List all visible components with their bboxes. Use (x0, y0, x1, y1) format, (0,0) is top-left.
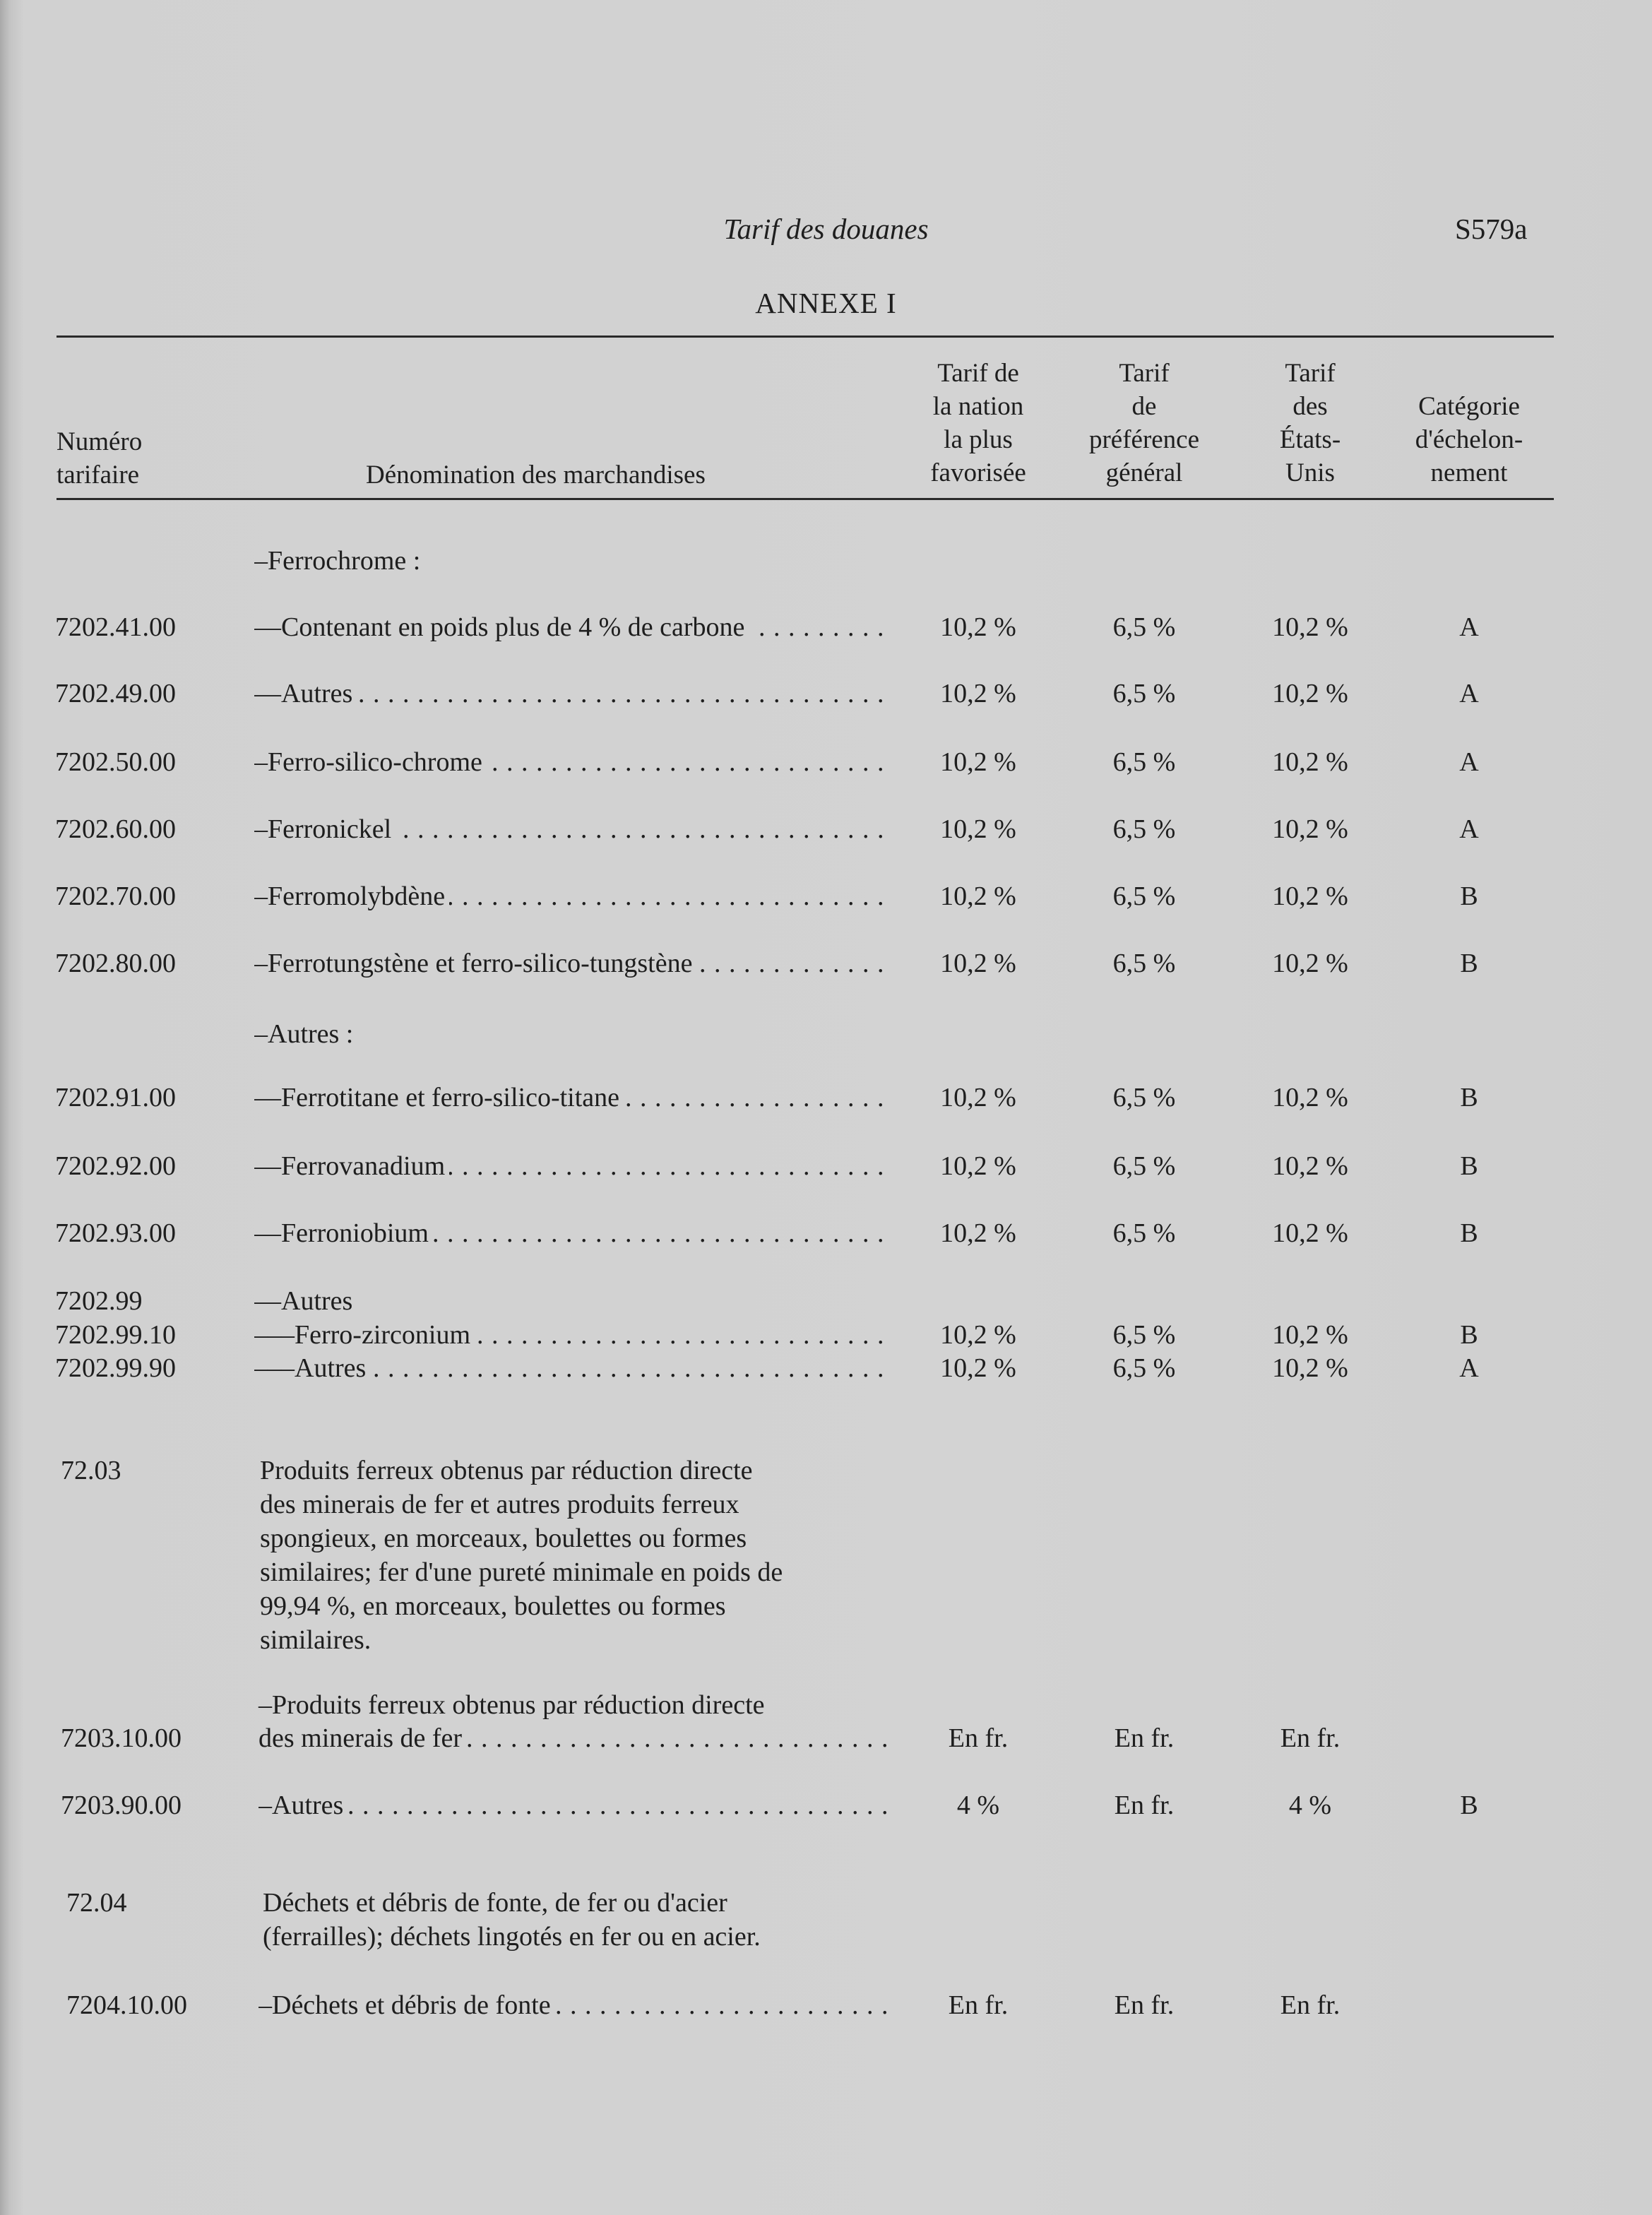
tariff-number: 7204.10.00 (66, 1990, 187, 2020)
goods-description (254, 610, 890, 644)
col-header-us: Tarif des États- Unis (1279, 359, 1341, 487)
staging-category: B (1460, 1218, 1478, 1248)
goods-description (254, 946, 890, 980)
tariff-number: 7202.80.00 (55, 949, 176, 978)
mfn-rate: 10,2 % (940, 814, 1016, 844)
gpt-rate: 6,5 % (1112, 1320, 1176, 1350)
staging-category: B (1460, 1320, 1478, 1350)
gpt-rate: 6,5 % (1112, 747, 1176, 777)
header-rule (57, 498, 1554, 500)
heading-text-7204: Déchets et débris de fonte, de fer ou d'acier (ferrailles); déchets lingotés en fer ou en acier. (263, 1888, 761, 1952)
mfn-rate: 10,2 % (940, 881, 1016, 911)
goods-description (254, 879, 890, 913)
mfn-rate: 10,2 % (940, 1151, 1016, 1181)
row-7203-10-desc-line1: –Produits ferreux obtenus par réduction directe (259, 1690, 765, 1720)
us-rate: 10,2 % (1272, 1083, 1348, 1112)
us-rate: 4 % (1288, 1791, 1332, 1820)
goods-description (254, 1017, 890, 1051)
goods-description (259, 1788, 894, 1822)
us-rate: 10,2 % (1272, 881, 1348, 911)
staging-category: A (1459, 679, 1479, 708)
staging-category: B (1460, 949, 1478, 978)
us-rate: 10,2 % (1272, 679, 1348, 708)
staging-category: A (1459, 814, 1479, 844)
goods-description-text: –––Autres (254, 1353, 370, 1383)
tariff-number: 7202.99 (55, 1286, 143, 1316)
gpt-rate: 6,5 % (1112, 1083, 1176, 1112)
col-header-number: Numéro tarifaire (57, 427, 143, 489)
goods-description-text: –Ferro-silico-chrome (254, 747, 487, 777)
goods-description-text: —Ferrotitane et ferro-silico-titane (254, 1083, 624, 1112)
staging-category: A (1459, 747, 1479, 777)
gpt-rate: 6,5 % (1112, 1218, 1176, 1248)
mfn-rate: 10,2 % (940, 1218, 1016, 1248)
mfn-rate: 10,2 % (940, 747, 1016, 777)
mfn-rate: 10,2 % (940, 679, 1016, 708)
goods-description-text: –––Ferro-zirconium (254, 1320, 475, 1350)
goods-description (254, 745, 890, 779)
goods-description (254, 1318, 890, 1352)
tariff-number: 7202.99.10 (55, 1320, 176, 1350)
staging-category: B (1460, 881, 1478, 911)
goods-description-text: des minerais de fer (259, 1723, 466, 1753)
gpt-rate: 6,5 % (1112, 679, 1176, 708)
goods-description (259, 1721, 894, 1755)
us-rate: En fr. (1280, 1723, 1341, 1753)
gpt-rate: 6,5 % (1112, 1353, 1176, 1383)
tariff-number: 7202.70.00 (55, 881, 176, 911)
gpt-rate: 6,5 % (1112, 612, 1176, 642)
mfn-rate: 10,2 % (940, 612, 1016, 642)
gpt-rate: 6,5 % (1112, 1151, 1176, 1181)
goods-description (254, 1351, 890, 1385)
goods-description (254, 544, 890, 578)
goods-description-text: –Ferrotungstène et ferro-silico-tungstène (254, 949, 696, 978)
goods-description (259, 1988, 894, 2022)
goods-description-text: –Autres (259, 1791, 347, 1820)
us-rate: 10,2 % (1272, 1151, 1348, 1181)
tariff-number: 7203.10.00 (61, 1723, 182, 1753)
gpt-rate: En fr. (1114, 1791, 1175, 1820)
mfn-rate: 4 % (956, 1791, 1000, 1820)
tariff-number: 7203.90.00 (61, 1791, 182, 1820)
us-rate: 10,2 % (1272, 814, 1348, 844)
col-header-staging: Catégorie d'échelon- nement (1415, 392, 1523, 487)
tariff-number: 7202.60.00 (55, 814, 176, 844)
gpt-rate: 6,5 % (1112, 949, 1176, 978)
col-header-gpt: Tarif de préférence général (1088, 359, 1200, 487)
us-rate: En fr. (1280, 1990, 1341, 2020)
goods-description-text: —Autres (254, 679, 357, 708)
gpt-rate: 6,5 % (1112, 881, 1176, 911)
goods-description-text: –Ferrochrome : (254, 546, 424, 576)
goods-description-text: —Ferroniobium (254, 1218, 433, 1248)
page-title: Tarif des douanes (723, 213, 929, 245)
mfn-rate: 10,2 % (940, 949, 1016, 978)
mfn-rate: 10,2 % (940, 1353, 1016, 1383)
heading-number-7203: 72.03 (61, 1456, 121, 1485)
tariff-number: 7202.99.90 (55, 1353, 176, 1383)
goods-description (254, 1081, 890, 1115)
goods-description-text: –Autres : (254, 1019, 357, 1049)
tariff-number: 7202.49.00 (55, 679, 176, 708)
tariff-number: 7202.91.00 (55, 1083, 176, 1112)
us-rate: 10,2 % (1272, 612, 1348, 642)
staging-category: B (1460, 1791, 1478, 1820)
col-header-description: Dénomination des marchandises (366, 461, 706, 489)
gpt-rate: 6,5 % (1112, 814, 1176, 844)
us-rate: 10,2 % (1272, 1218, 1348, 1248)
mfn-rate: 10,2 % (940, 1083, 1016, 1112)
staging-category: B (1460, 1151, 1478, 1181)
heading-number-7204: 72.04 (66, 1888, 127, 1918)
goods-description (254, 1149, 890, 1183)
col-header-mfn: Tarif de la nation la plus favorisée (930, 359, 1026, 487)
staging-category: A (1459, 612, 1479, 642)
goods-description-text: —Autres (254, 1286, 357, 1316)
goods-description (254, 677, 890, 711)
goods-description-text: —Ferrovanadium (254, 1151, 449, 1181)
staging-category: A (1459, 1353, 1479, 1383)
tariff-number: 7202.41.00 (55, 612, 176, 642)
mfn-rate: En fr. (948, 1723, 1009, 1753)
us-rate: 10,2 % (1272, 747, 1348, 777)
top-rule (57, 335, 1554, 338)
mfn-rate: 10,2 % (940, 1320, 1016, 1350)
gpt-rate: En fr. (1114, 1990, 1175, 2020)
goods-description-text: –Déchets et débris de fonte (259, 1990, 555, 2020)
us-rate: 10,2 % (1272, 1320, 1348, 1350)
heading-text-7203: Produits ferreux obtenus par réduction directe des minerais de fer et autres produits ferreux spongieux, en morceaux, boulettes ou formes similaires; fer d'une pureté minimale en poids de 99,94 %, en morceaux, boulettes ou formes similaires. (260, 1456, 783, 1655)
goods-description-text: —Contenant en poids plus de 4 % de carbone (254, 612, 749, 642)
goods-description-text: –Ferromolybdène (254, 881, 449, 911)
goods-description (254, 1284, 890, 1318)
tariff-number: 7202.50.00 (55, 747, 176, 777)
annex-title: ANNEXE I (755, 287, 897, 319)
tariff-number: 7202.93.00 (55, 1218, 176, 1248)
gpt-rate: En fr. (1114, 1723, 1175, 1753)
staging-category: B (1460, 1083, 1478, 1112)
page-reference: S579a (1455, 213, 1528, 245)
us-rate: 10,2 % (1272, 949, 1348, 978)
goods-description (254, 1216, 890, 1250)
us-rate: 10,2 % (1272, 1353, 1348, 1383)
goods-description-text: –Ferronickel (254, 814, 396, 844)
goods-description (254, 812, 890, 846)
tariff-number: 7202.92.00 (55, 1151, 176, 1181)
mfn-rate: En fr. (948, 1990, 1009, 2020)
